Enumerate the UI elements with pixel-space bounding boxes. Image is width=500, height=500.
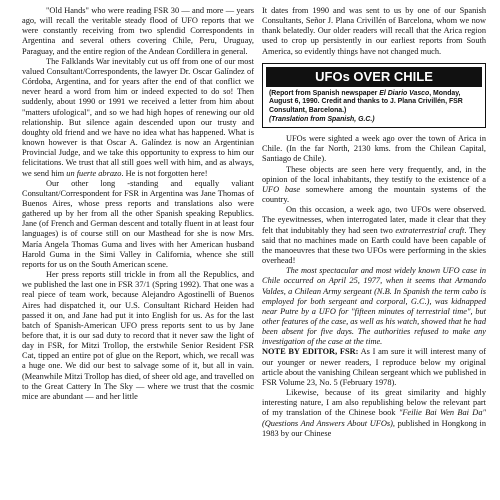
ufo-base-italic: UFO base	[262, 184, 301, 194]
editor-note-label: NOTE BY EDITOR, FSR:	[262, 347, 359, 357]
source-lead: (Report from Spanish newspaper	[269, 89, 378, 97]
paragraph-old-hands: "Old Hands" who were reading FSR 30 — and more — years ago, will recall the veritable steady flood of UFO reports that we were constantly receiving from two splendid Correspondents in Argentina and several others covering Chile, Peru, Uruguay, Paraguay, and the entire region of the Andean Cordillera in general.	[22, 6, 254, 56]
article-source-note	[263, 90, 485, 124]
chinese-book-text: Likewise, because of its great similarity and highly interesting nature, I am also republishing below the relevant part of my translation of the Chinese book	[262, 388, 486, 418]
two-ufos-text: On this occasion, a week ago, two UFOs were observed. The eyewitnesses, when interrogated later, made it clear that they felt that indubitably they had seen two	[262, 205, 486, 235]
source-rest: , Monday, August 6, 1990. Credit and thanks to J. Plana Crivillén, FSR Consultant, Barcelona.)	[269, 89, 463, 114]
paragraph-valdes-case: The most spectacular and most widely known UFO case in Chile occurred on April 25, 1977, when it seems that Armando Valdes, a Chilean Army sergeant (N.B. In Spanish the term cabo is employed for both sergeant and corporal, G.C.), was kidnapped near Putre by a UFO for "fifteen minutes of terrestrial time", but other features of the case, as well as his watch, showed that he had been absent for five days. The authorities refused to make any investigation of the case at the time.	[262, 266, 486, 347]
paragraph-falklands	[22, 57, 254, 179]
paragraph-chinese-book	[262, 388, 486, 439]
paragraph-editor-note	[262, 347, 486, 388]
ufo-base-end: somewhere among the mountain systems of the country.	[262, 184, 486, 205]
article-header-box	[262, 63, 486, 128]
paragraph-ufo-base	[262, 165, 486, 206]
two-ufos-end: . They said that no machines made on Earth could have been capable of the manoeuvres that these two UFOs were performing in the skies overhead!	[262, 225, 486, 266]
right-column	[262, 6, 486, 439]
paragraph-falklands-italic: un fuerte abrazo	[66, 168, 122, 178]
two-ufos-italic: extraterrestrial craft	[395, 225, 465, 235]
paragraph-press-reports: Her press reports still trickle in from all the Republics, and we published the last one in FSR 37/1 (Spring 1992). That one was a real piece of team work, because Alejandro Agostinelli of Buenos Aires had dispatched it, our U.S. Consultant Richard Heiden had passed it on, and Jane had put it into English for us. As for the last batch of Spanish-American UFO press reports sent to us by Jane before that, it is our sad duty to record that it never saw the light of day in FSR, for Mitzi Trollop, the erstwhile Senior Resident FSR Cat, tipped an entire pot of glue on the Report, which, we recall was a huge one. We did our best to salvage some of it, but all in vain. (Meanwhile Mitzi Trollop has died, of sheer old age, and travelled on to the Great Cattery In The Sky — where we trust that the cosmic mice are abundant — and her little	[22, 270, 254, 401]
paragraph-two-ufos	[262, 205, 486, 266]
chinese-book-title: "Feilie Bai Wen Bai Da" (Questions And Answers About UFOs)	[262, 408, 486, 428]
article-title: UFOs OVER CHILE	[266, 67, 482, 87]
paragraph-arica-sighting: UFOs were sighted a week ago over the town of Arica in Chile. (In the far North, 2130 kms. from the Chilean Capital, Santiago de Chile).	[262, 134, 486, 164]
chinese-book-end: , published in Hongkong in 1983 by our Chinese	[262, 418, 486, 438]
left-column	[22, 6, 254, 402]
paragraph-dates-from-1990: It dates from 1990 and was sent to us by one of our Spanish Consultants, Señor J. Plana Crivillén of Barcelona, whom we now thank belatedly. Our older readers will recall that the Arica region used to crop up persistently in our earliest reports from South America, so evidently things have not changed much.	[262, 6, 486, 56]
ufo-base-text: These objects are seen here very frequently, and, in the opinion of the local inhabitants, they testify to the existence of a	[262, 164, 486, 184]
translation-credit: (Translation from Spanish, G.C.)	[269, 115, 375, 123]
paragraph-falklands-end: . He is not forgotten here!	[121, 168, 208, 178]
source-newspaper: El Diario Vasco	[379, 89, 430, 97]
editor-note-text: As I am sure it will interest many of our younger or newer readers, I reproduce below my original article about the vanishing Chilean sergeant which we published in FSR Volume 23, No. 5 (February 1978).	[262, 347, 486, 387]
paragraph-falklands-text: The Falklands War inevitably cut us off from one of our most valued Consultant/Correspondents, the lawyer Dr. Oscar Galíndez of Córdoba, Argentina, and for years after the end of that conflict we never heard a word from him or indeed expected to do so! Then suddenly, about 1990 or 1991 we received a letter from him about "matters ufological", and so we had high hopes of renewing our old relationship. But silence again descended upon our trusty and doughty old friend and we have no idea what has happened. What is known however is that Oscar A. Galíndez is now an Argentinian Provincial Judge, and we take this opportunity to express to him our felicitations. We trust that all still goes well with him, and as always, we send him	[22, 56, 254, 178]
paragraph-jane-thomas: Our other long -standing and equally valiant Consultant/Correspondent for FSR in Argentina was Jane Thomas of Buenos Aires, whose press reports and translations also were gathered up by her from all the other Spanish speaking Republics. Jane (of French and German descent and totally fluent in at least four languages) is of course still on our Masthead for she is now Mrs. María Angela Thomas Guma and lives with her American husband Harold Guma in the Simi Valley in California, whence she still reports for us on the South American scene.	[22, 178, 254, 269]
